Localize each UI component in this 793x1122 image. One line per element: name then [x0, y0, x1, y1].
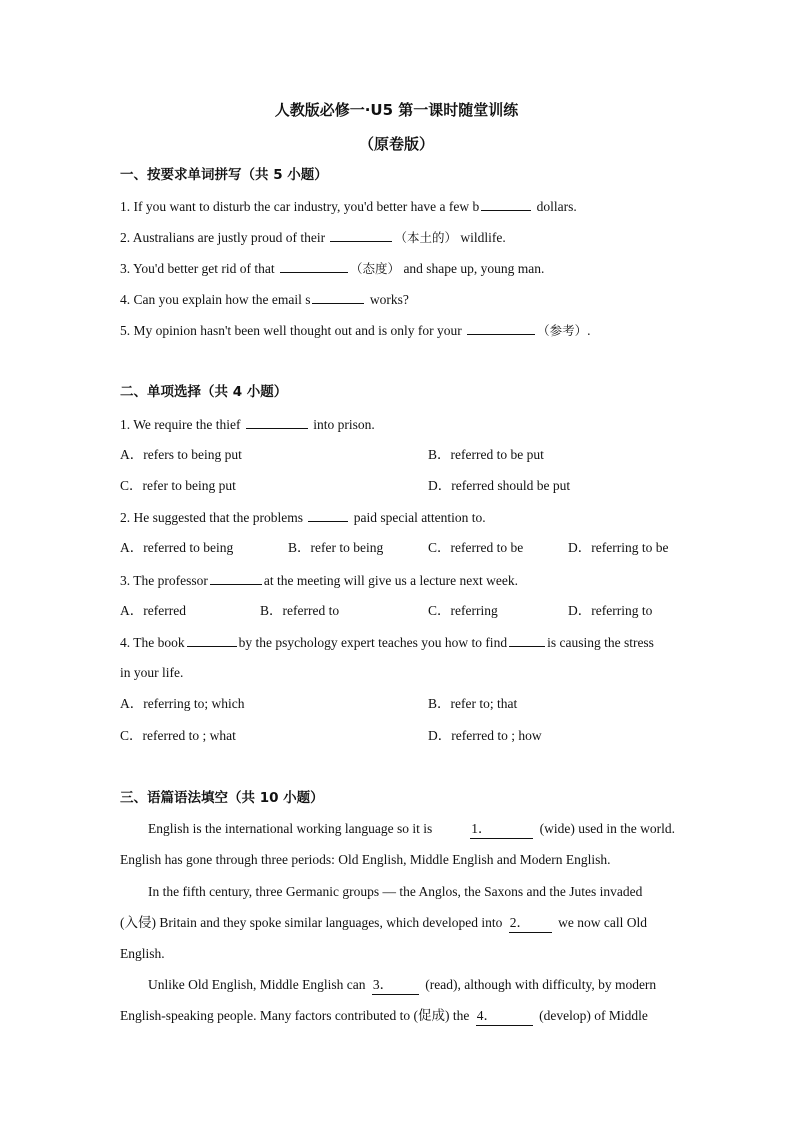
- s2-q2-option-c[interactable]: C．referred to be: [428, 540, 524, 555]
- blank-number-2: 2．: [509, 915, 531, 930]
- blank-number-1: 1．: [471, 821, 492, 836]
- s2-q2-option-d[interactable]: D．referring to be: [568, 540, 669, 555]
- s2-q3-stem-a: 3. The professor: [120, 573, 208, 588]
- s3-p3-text-a: Unlike Old English, Middle English can: [148, 977, 369, 992]
- s2-q4-option-c[interactable]: C．referred to ; what: [120, 728, 236, 743]
- s2-question-2-stem: [120, 508, 486, 527]
- s2-question-4-stem: [120, 633, 675, 652]
- answer-blank[interactable]: [330, 228, 392, 242]
- s3-p1-line1: [148, 820, 675, 839]
- s3-p2-text-1: In the fifth century, three Germanic groups — the Anglos, the Saxons and the Jutes invaded: [148, 884, 643, 899]
- s2-q3-option-c[interactable]: C．referring: [428, 603, 498, 618]
- answer-blank[interactable]: [481, 197, 531, 211]
- blank-number-4: 4．: [476, 1008, 498, 1023]
- s2-q4-option-b[interactable]: B．refer to; that: [428, 696, 518, 711]
- document-subtitle: （原卷版）: [358, 135, 434, 153]
- s2-q4-stem-a: 4. The book: [120, 635, 185, 650]
- s2-q1-option-d[interactable]: D．referred should be put: [428, 478, 571, 493]
- section3-heading: 三、语篇语法填空（共 10 小题）: [120, 790, 324, 806]
- s1-q3-tail: and shape up, young man.: [400, 261, 545, 276]
- s1-q2-hint: （本土的）: [394, 230, 457, 245]
- answer-blank[interactable]: [312, 290, 364, 304]
- section1-heading: 一、按要求单词拼写（共 5 小题）: [120, 167, 328, 183]
- s3-p2-text-b: we now call Old: [554, 915, 648, 930]
- s1-q2-tail: wildlife.: [456, 230, 506, 245]
- s2-question-3-stem: [120, 571, 518, 590]
- s1-question-1: [120, 197, 577, 216]
- s2-q2-stem-b: paid special attention to.: [350, 510, 486, 525]
- s2-q1-stem-b: into prison.: [309, 417, 375, 432]
- s1-q1-tail: dollars.: [533, 199, 577, 214]
- document-title: 人教版必修一·U5 第一课时随堂训练: [274, 101, 519, 119]
- section2-heading: 二、单项选择（共 4 小题）: [120, 384, 288, 400]
- s1-q2-text: 2. Australians are justly proud of their: [120, 230, 329, 245]
- s2-q2-option-a[interactable]: A．referred to being: [120, 540, 234, 555]
- s1-q5-tail: .: [587, 323, 591, 338]
- blank-number-3: 3．: [372, 977, 394, 992]
- s2-q3-option-a[interactable]: A．referred: [120, 603, 186, 618]
- answer-blank[interactable]: [509, 633, 545, 647]
- answer-blank[interactable]: [187, 633, 237, 647]
- s3-p2-line2: [120, 914, 647, 933]
- s2-q1-stem-a: 1. We require the thief: [120, 417, 244, 432]
- s3-p3-text-d: (develop) of Middle: [535, 1008, 648, 1023]
- s3-p2-line1: [148, 883, 675, 901]
- answer-blank[interactable]: [308, 508, 348, 522]
- answer-blank[interactable]: [280, 259, 348, 273]
- s1-q3-hint: （态度）: [350, 261, 401, 276]
- s2-q1-option-c[interactable]: C．refer to being put: [120, 478, 236, 493]
- answer-blank-4[interactable]: [476, 1007, 533, 1026]
- s1-question-2: [120, 228, 506, 247]
- s1-question-5: [120, 321, 591, 340]
- s2-q3-option-b[interactable]: B．referred to: [260, 603, 340, 618]
- s3-p3-text-c: English-speaking people. Many factors contributed to (促成) the: [120, 1008, 473, 1023]
- s2-q1-option-b[interactable]: B．referred to be put: [428, 447, 544, 462]
- s2-q4-stem-b: by the psychology expert teaches you how to find: [238, 635, 508, 650]
- s2-q3-stem-b: at the meeting will give us a lecture next week.: [263, 573, 519, 588]
- s3-p1-text-a: English is the international working language so it is: [148, 821, 433, 836]
- s1-question-3: [120, 259, 544, 278]
- s2-q3-option-d[interactable]: D．referring to: [568, 603, 653, 618]
- s2-q2-stem-a: 2. He suggested that the problems: [120, 510, 307, 525]
- s1-q4-text: 4. Can you explain how the email s: [120, 292, 311, 307]
- s2-q4-option-d[interactable]: D．referred to ; how: [428, 728, 542, 743]
- answer-blank[interactable]: [467, 321, 535, 335]
- s1-q3-text: 3. You'd better get rid of that: [120, 261, 279, 276]
- answer-blank[interactable]: [246, 415, 308, 429]
- answer-blank-2[interactable]: [509, 914, 552, 933]
- s3-p2-line3: English.: [120, 946, 165, 961]
- s1-q5-hint: （参考）: [537, 323, 588, 338]
- s3-p3-text-b: (read), although with difficulty, by modern: [421, 977, 657, 992]
- s2-q4-option-a[interactable]: A．referring to; which: [120, 696, 245, 711]
- s3-p3-line2: [120, 1007, 648, 1026]
- answer-blank-3[interactable]: [372, 976, 419, 995]
- s3-p2-text-a: (入侵) Britain and they spoke similar languages, which developed into: [120, 915, 506, 930]
- s1-q5-text: 5. My opinion hasn't been well thought out and is only for your: [120, 323, 466, 338]
- answer-blank-1[interactable]: [470, 820, 533, 839]
- s1-q1-text: 1. If you want to disturb the car industry, you'd better have a few b: [120, 199, 480, 214]
- s2-question-1-stem: [120, 415, 375, 434]
- s3-p1-text-b: (wide) used in the world.: [536, 821, 675, 836]
- s3-p3-line1: [148, 976, 656, 995]
- s1-q4-tail: works?: [366, 292, 409, 307]
- s3-p1-line2: English has gone through three periods: Old English, Middle English and Modern English.: [120, 852, 611, 867]
- s2-q1-option-a[interactable]: A．refers to being put: [120, 447, 242, 462]
- s1-question-4: [120, 290, 409, 309]
- s2-q2-option-b[interactable]: B．refer to being: [288, 540, 384, 555]
- answer-blank[interactable]: [210, 571, 262, 585]
- s2-q4-stem-part1: [120, 633, 654, 652]
- s2-q4-stem-c: is causing the stress: [547, 635, 654, 650]
- s2-q4-stem-line2: in your life.: [120, 665, 184, 680]
